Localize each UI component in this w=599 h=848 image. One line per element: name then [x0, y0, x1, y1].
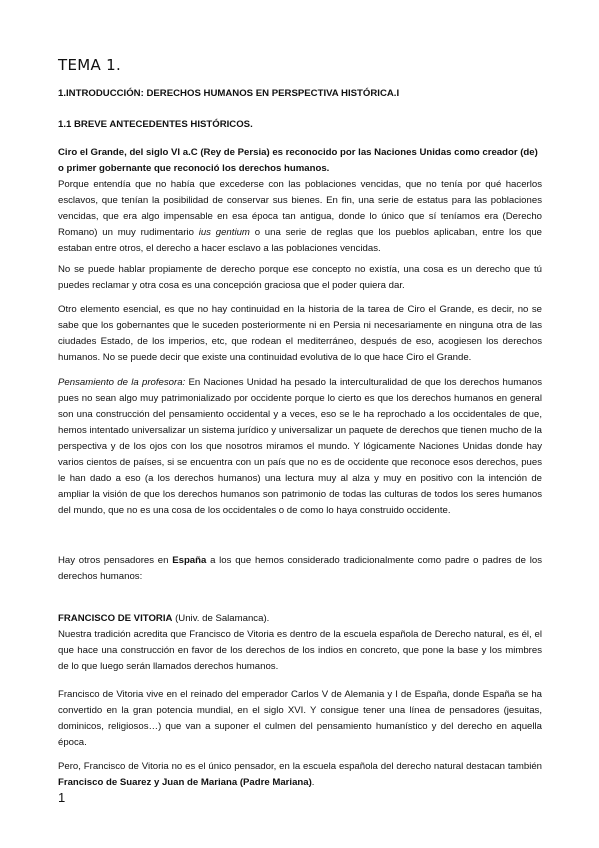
ciro-text-a: Porque entendía que no había que excederse con las poblaciones vencidas, que no tenía por qué hacerlos esclavos, que tenían la posibilidad de conservar sus bienes. En fin, una serie de estatus para las poblaciones vencidas, que era algo impensable en esa época tan antigua, donde lo único que sí teníamos era (Derecho Romano) un muy rudimentario [58, 179, 542, 238]
pensadores-text-a: Hay otros pensadores en [58, 555, 173, 566]
suarez-text-b: . [311, 777, 315, 788]
pensadores-text-b: a los que hemos considerado tradicionalmente como padre o padres de los derechos humanos: [58, 555, 542, 582]
ciro-paragraph [58, 177, 542, 257]
ciro-section [58, 145, 542, 257]
paragraph-vitoria-carlos: Francisco de Vitoria vive en el reinado del emperador Carlos V de Alemania y I de España, donde España se ha convertido en la gran potencia mundial, en el siglo XVI. Y consigue tener una línea de pensadores (jesuitas, dominicos, religiosos…) que van a suponer el culmen del pensamiento humanístico y del derecho en aquella época. [58, 689, 542, 748]
espana-bold: España [172, 555, 207, 566]
paragraph-pensadores-espana [58, 553, 542, 585]
ius-gentium-text: ius gentium [198, 227, 250, 238]
heading-intro: 1.INTRODUCCIÓN: DERECHOS HUMANOS EN PERSPECTIVA HISTÓRICA.I [58, 88, 400, 99]
pensamiento-text: En Naciones Unidad ha pesado la interculturalidad de que los derechos humanos pues no sean algo muy patrimonializado por occidente porque lo cierto es que los derechos humanos en general son una construcción del pensamiento occidental y a veces, eso se le ha reprochado a los occidentales de que, hemos intentado universalizar un sistema jurídico y universalizar un paquete de derechos que tienen mucho de la perspectiva y de los ojos con los que nosotros miramos el mundo. Y lógicamente Naciones Unidas donde hay varios cientos de países, si se encuentra con un país que no es de occidente que reconoce esos derechos, pues le han dado a eso (a los derechos humanos) una lectura muy al alza y muy en positivo con la intención de ampliar la visión de que los derechos humanos son patrimonio de todas las culturas de todos los seres humanos del mundo, que no es una cosa de los occidentales o de como lo haya construido occidente. [58, 377, 542, 516]
paragraph-suarez-mariana [58, 759, 542, 791]
paragraph-derecho-concepto: No se puede hablar propiamente de derecho porque ese concepto no existía, una cosa es un derecho que tú puedes reclamar y otra cosa es una concepción graciosa que el poder quiera dar. [58, 264, 542, 291]
vitoria-heading [58, 611, 542, 627]
suarez-text-a: Pero, Francisco de Vitoria no es el único pensador, en la escuela española del derecho natural destacan también [58, 761, 542, 772]
suarez-mariana-bold: Francisco de Suarez y Juan de Mariana (Padre Mariana) [58, 777, 312, 788]
vitoria-name: FRANCISCO DE VITORIA [58, 613, 173, 624]
heading-antecedentes: 1.1 BREVE ANTECEDENTES HISTÓRICOS. [58, 119, 253, 130]
pensamiento-label: Pensamiento de la profesora: [58, 377, 186, 388]
ciro-bold-paragraph [58, 145, 542, 177]
page-number: 1 [58, 790, 66, 805]
ciro-bold-text: Ciro el Grande, del siglo VI a.C (Rey de Persia) es reconocido por las Naciones Unidas como creador (de) o primer gobernante que reconoció los derechos humanos. [58, 147, 538, 174]
ciro-text-b: o una serie de reglas que los pueblos aplicaban, entre los que estaban entre otros, el derecho a hacer esclavo a las poblaciones vencidas. [58, 227, 542, 254]
paragraph-vitoria-tradicion: Nuestra tradición acredita que Francisco de Vitoria es dentro de la escuela española de Derecho natural, es él, el que hace una construcción en favor de los derechos de los indios en concreto, que pone la base y los mimbres de lo que luego serán llamados derechos humanos. [58, 629, 542, 672]
paragraph-pensamiento-profesora [58, 375, 542, 519]
vitoria-university: (Univ. de Salamanca). [172, 613, 270, 624]
paragraph-continuidad: Otro elemento esencial, es que no hay continuidad en la historia de la tarea de Ciro el Grande, es decir, no se sabe que los gobernantes que le suceden posteriormente ni en Persia ni necesariamente en ninguna otra de las ciudades Estado, de los imperios, etc, que rodean el mediterráneo, después de eso, acogiesen los derechos humanos. No se puede decir que existe una continuidad evolutiva de lo que hace Ciro el Grande. [58, 304, 542, 363]
document-title: TEMA 1. [58, 56, 122, 74]
vitoria-section [58, 611, 542, 675]
